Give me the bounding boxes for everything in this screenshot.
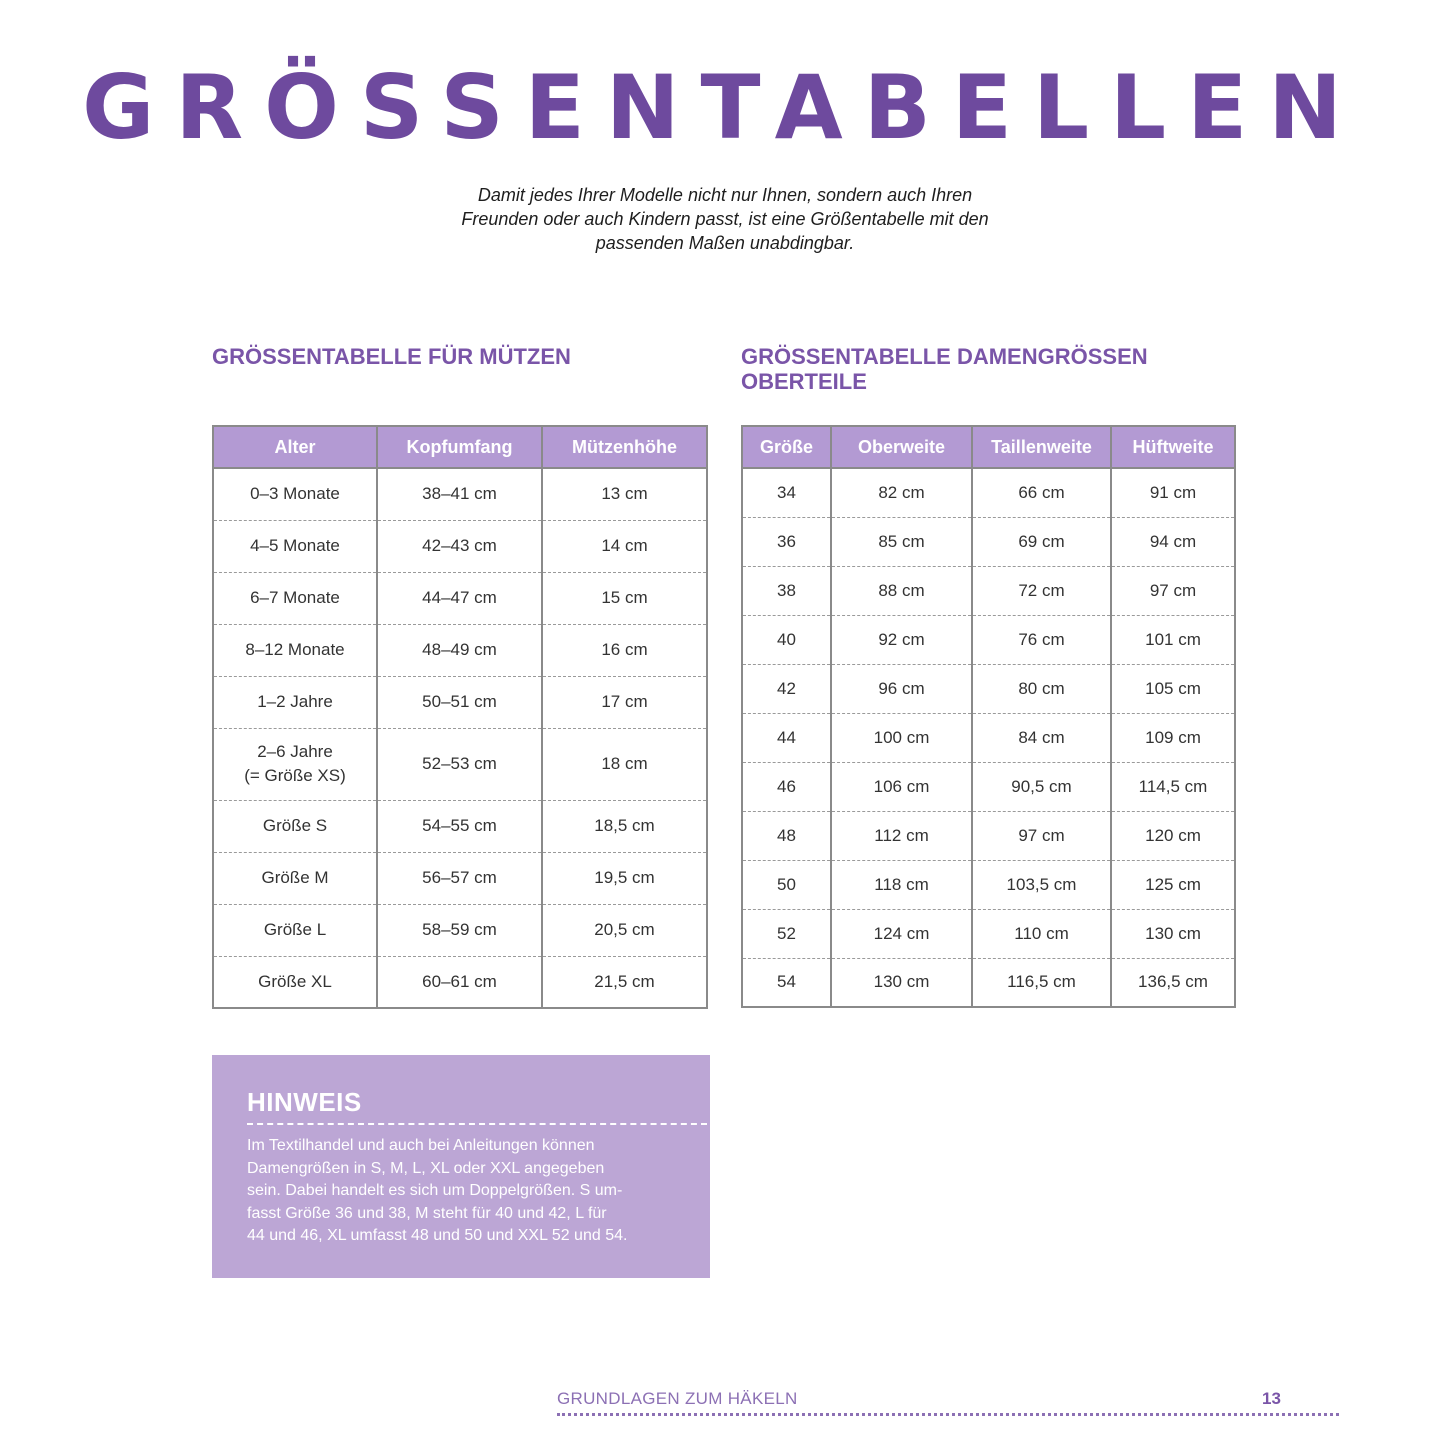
note-line: Im Textilhandel und auch bei Anleitungen können [247, 1137, 595, 1154]
page-number: 13 [1262, 1389, 1281, 1408]
table-row [742, 468, 1235, 517]
table-cell [213, 572, 377, 624]
cell-text: 6–7 Monate [250, 588, 340, 607]
note-line: sein. Dabei handelt es sich um Doppelgrößen. S um- [247, 1182, 623, 1199]
table-row [213, 624, 707, 676]
column-header: Oberweite [831, 426, 972, 468]
column-header: Alter [213, 426, 377, 468]
table-cell [742, 664, 831, 713]
table-cell [831, 615, 972, 664]
table-cell [831, 664, 972, 713]
cell-text: 112 cm [874, 825, 929, 845]
table-cell [377, 800, 542, 852]
cell-text: 118 cm [874, 874, 929, 894]
womens-heading-line: OBERTEILE [741, 369, 867, 394]
cell-text: 130 cm [873, 972, 930, 992]
table-cell [972, 468, 1111, 517]
table-cell [542, 520, 707, 572]
cell-text: 96 cm [878, 678, 925, 698]
cell-text: 116,5 cm [1007, 972, 1076, 992]
table-cell [542, 676, 707, 728]
cell-text: 72 cm [1018, 580, 1065, 600]
note-line: 44 und 46, XL umfasst 48 und 50 und XXL 52 und 54. [247, 1227, 628, 1244]
table-row [213, 904, 707, 956]
table-cell [1111, 664, 1235, 713]
cell-text: 36 [777, 531, 796, 551]
cell-text: 90,5 cm [1011, 776, 1072, 796]
table-cell [742, 909, 831, 958]
table-cell [1111, 909, 1235, 958]
table-row [742, 713, 1235, 762]
cell-text: 85 cm [878, 531, 925, 551]
cell-text: 60–61 cm [422, 971, 497, 991]
table-cell [742, 615, 831, 664]
cell-text: 84 cm [1018, 727, 1065, 747]
column-header: Größe [742, 426, 831, 468]
table-cell [831, 860, 972, 909]
note-title: HINWEIS [247, 1087, 362, 1117]
cell-text: 54 [777, 972, 796, 992]
cell-text: 4–5 Monate [250, 536, 340, 555]
note-line: fasst Größe 36 und 38, M steht für 40 und 42, L für [247, 1204, 607, 1222]
table-cell [542, 572, 707, 624]
table-cell [742, 517, 831, 566]
cell-text: 130 cm [1145, 923, 1201, 943]
womens-heading-line: GRÖSSENTABELLE DAMENGRÖSSEN [741, 344, 1148, 369]
table-cell [742, 468, 831, 517]
table-cell [213, 624, 377, 676]
table-cell [377, 572, 542, 624]
table-row [213, 676, 707, 728]
cell-text: 106 cm [873, 776, 930, 796]
table-cell [972, 566, 1111, 615]
table-row [213, 572, 707, 624]
cell-text: 97 cm [1149, 580, 1197, 600]
cell-text: 100 cm [873, 727, 930, 747]
table-row [742, 664, 1235, 713]
table-row [742, 909, 1235, 958]
table-cell [213, 728, 377, 800]
column-header: Taillenweite [972, 426, 1111, 468]
cell-text: 19,5 cm [594, 868, 655, 887]
cell-text: 17 cm [601, 692, 648, 711]
table-cell [1111, 958, 1235, 1007]
table-cell [1111, 762, 1235, 811]
table-cell [542, 624, 707, 676]
table-cell [831, 468, 972, 517]
table-cell [742, 713, 831, 762]
table-row [742, 860, 1235, 909]
cell-text: 42 [777, 678, 796, 698]
table-row [742, 958, 1235, 1007]
cell-text: 58–59 cm [422, 920, 497, 939]
cell-text: 136,5 cm [1138, 972, 1208, 992]
cell-text: 50 [777, 874, 796, 894]
cell-text: 44–47 cm [422, 588, 497, 607]
footer-divider [557, 1413, 1339, 1416]
table-cell [972, 958, 1111, 1007]
cell-text: 69 cm [1018, 531, 1065, 551]
cell-text: 80 cm [1018, 678, 1065, 698]
cell-text: 92 cm [878, 629, 925, 649]
table-cell [213, 468, 377, 520]
table-row [213, 800, 707, 852]
womens-table-heading [741, 344, 1148, 394]
cell-text: Größe L [263, 920, 327, 939]
table-row [742, 615, 1235, 664]
table-cell [972, 615, 1111, 664]
cell-text: 50–51 cm [422, 692, 497, 711]
table-row [742, 811, 1235, 860]
intro-line: Freunden oder auch Kindern passt, ist eine Größentabelle mit den [461, 209, 989, 229]
cell-text: 15 cm [601, 588, 648, 607]
cell-text: 14 cm [601, 536, 648, 555]
cell-text: 46 [777, 776, 796, 796]
table-cell [542, 800, 707, 852]
table-row [742, 517, 1235, 566]
table-cell [377, 624, 542, 676]
table-cell [1111, 517, 1235, 566]
table-cell [377, 468, 542, 520]
cell-text: 8–12 Monate [245, 640, 345, 659]
table-cell [972, 762, 1111, 811]
cell-text: 13 cm [601, 484, 648, 504]
cell-text: 16 cm [601, 640, 648, 659]
cell-text: 91 cm [1149, 482, 1197, 502]
table-cell [377, 520, 542, 572]
table-cell [972, 909, 1111, 958]
table-cell [1111, 468, 1235, 517]
cell-text: 48–49 cm [422, 640, 497, 659]
table-row [213, 468, 707, 520]
cell-text: 44 [777, 727, 796, 747]
cell-text: 21,5 cm [594, 971, 655, 991]
note-divider [247, 1123, 707, 1125]
table-cell [831, 762, 972, 811]
table-cell [742, 566, 831, 615]
table-cell [972, 664, 1111, 713]
table-cell [972, 811, 1111, 860]
table-cell [1111, 615, 1235, 664]
cell-text: 109 cm [1145, 727, 1201, 747]
table-cell [742, 762, 831, 811]
intro-line: passenden Maßen unabdingbar. [595, 233, 855, 253]
footer-chapter-label: GRUNDLAGEN ZUM HÄKELN [557, 1389, 798, 1408]
table-cell [831, 713, 972, 762]
cell-text: 34 [777, 482, 796, 502]
cell-text: 40 [777, 629, 796, 649]
table-cell [213, 956, 377, 1008]
table-cell [831, 958, 972, 1007]
cell-text: 110 cm [1014, 923, 1069, 943]
cell-text: (= Größe XS) [244, 766, 346, 785]
cell-text: 56–57 cm [422, 868, 497, 887]
table-cell [213, 904, 377, 956]
column-header: Hüftweite [1111, 426, 1235, 468]
table-cell [213, 800, 377, 852]
table-cell [542, 468, 707, 520]
cell-text: 124 cm [873, 923, 930, 943]
table-cell [377, 676, 542, 728]
intro-line: Damit jedes Ihrer Modelle nicht nur Ihnen, sondern auch Ihren [477, 185, 973, 205]
intro-text [380, 183, 1070, 255]
cell-text: 120 cm [1145, 825, 1201, 845]
page-title: GRÖSSENTABELLEN [82, 56, 1363, 159]
cell-text: 54–55 cm [422, 816, 497, 835]
cell-text: 88 cm [878, 580, 925, 600]
note-line: Damengrößen in S, M, L, XL oder XXL angegeben [247, 1159, 605, 1177]
table-row [213, 728, 707, 800]
note-text [247, 1135, 687, 1248]
cell-text: 101 cm [1145, 629, 1201, 649]
cell-text: 82 cm [878, 482, 925, 502]
hats-table-heading: GRÖSSENTABELLE FÜR MÜTZEN [212, 344, 571, 369]
table-row [742, 566, 1235, 615]
table-cell [213, 676, 377, 728]
hats-size-table [212, 425, 708, 1009]
table-cell [213, 852, 377, 904]
table-cell [742, 958, 831, 1007]
cell-text: 94 cm [1149, 531, 1197, 551]
cell-text: Größe XL [258, 971, 332, 991]
table-header-row [742, 426, 1235, 468]
cell-text: 38–41 cm [422, 484, 497, 504]
table-cell [831, 566, 972, 615]
cell-text: 76 cm [1018, 629, 1065, 649]
table-cell [972, 713, 1111, 762]
table-row [213, 852, 707, 904]
cell-text: 52 [777, 923, 796, 943]
table-cell [542, 728, 707, 800]
cell-text: 1–2 Jahre [257, 692, 333, 711]
cell-text: 105 cm [1145, 678, 1201, 698]
cell-text: 48 [777, 825, 796, 845]
cell-text: 125 cm [1145, 874, 1201, 894]
table-cell [972, 517, 1111, 566]
table-cell [377, 852, 542, 904]
cell-text: Größe S [262, 816, 328, 835]
cell-text: 42–43 cm [422, 536, 497, 555]
table-cell [742, 860, 831, 909]
column-header: Kopfumfang [377, 426, 542, 468]
table-cell [1111, 811, 1235, 860]
womens-size-table [741, 425, 1236, 1008]
cell-text: 52–53 cm [422, 754, 497, 773]
table-cell [831, 517, 972, 566]
table-cell [831, 811, 972, 860]
table-cell [377, 904, 542, 956]
cell-text: 0–3 Monate [250, 484, 340, 504]
cell-text: 20,5 cm [594, 920, 655, 939]
table-cell [542, 852, 707, 904]
note-box [212, 1055, 710, 1278]
cell-text: 18,5 cm [594, 816, 655, 835]
table-cell [1111, 566, 1235, 615]
cell-text: 114,5 cm [1138, 776, 1208, 796]
table-cell [1111, 860, 1235, 909]
table-cell [542, 956, 707, 1008]
table-cell [542, 904, 707, 956]
table-cell [831, 909, 972, 958]
column-header: Mützenhöhe [542, 426, 707, 468]
table-cell [972, 860, 1111, 909]
cell-text: 66 cm [1018, 482, 1065, 502]
table-cell [213, 520, 377, 572]
table-header-row [213, 426, 707, 468]
cell-text: 18 cm [601, 754, 648, 773]
table-cell [742, 811, 831, 860]
table-cell [377, 728, 542, 800]
cell-text: 38 [777, 580, 796, 600]
table-row [213, 956, 707, 1008]
cell-text: 97 cm [1018, 825, 1065, 845]
cell-text: 2–6 Jahre [257, 742, 333, 761]
table-row [213, 520, 707, 572]
table-cell [377, 956, 542, 1008]
table-row [742, 762, 1235, 811]
table-cell [1111, 713, 1235, 762]
cell-text: Größe M [261, 868, 329, 887]
cell-text: 103,5 cm [1006, 874, 1077, 894]
